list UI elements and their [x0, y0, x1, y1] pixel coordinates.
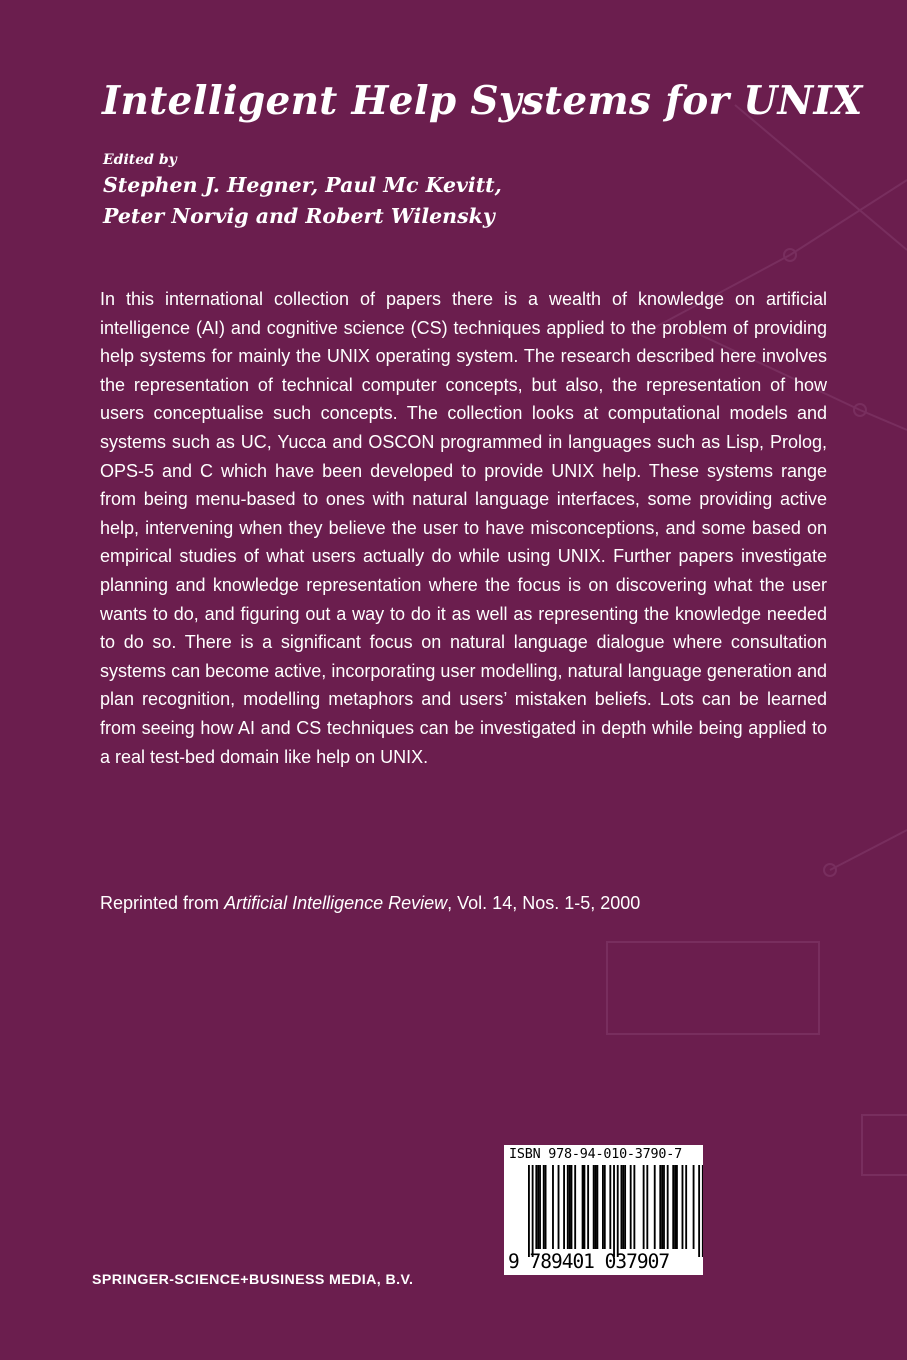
- barcode-bar: [643, 1165, 645, 1249]
- barcode-bar: [596, 1165, 598, 1249]
- barcode-bar: [609, 1165, 611, 1249]
- barcode-bar: [667, 1165, 669, 1249]
- isbn-barcode: [504, 1145, 703, 1275]
- barcode-bar: [558, 1165, 560, 1249]
- barcode-bar: [622, 1165, 624, 1249]
- barcode-bar: [567, 1165, 569, 1249]
- barcode-bar: [528, 1165, 530, 1257]
- barcode-bar: [552, 1165, 554, 1249]
- barcode-bar: [633, 1165, 635, 1249]
- barcode-bar: [621, 1165, 623, 1249]
- editors-list: [103, 170, 502, 232]
- reprint-prefix: Reprinted from: [100, 893, 225, 913]
- barcode-bar: [569, 1165, 571, 1249]
- barcode-bar: [582, 1165, 584, 1249]
- barcode-bar: [545, 1165, 547, 1249]
- barcode-bar: [532, 1165, 534, 1257]
- barcode-bar: [543, 1165, 545, 1249]
- editors-line-2: Peter Norvig and Robert Wilensky: [103, 204, 495, 228]
- editors-line-1: Stephen J. Hegner, Paul Mc Kevitt,: [103, 173, 502, 197]
- barcode-bar: [659, 1165, 661, 1249]
- edited-by-label: Edited by: [103, 152, 177, 168]
- barcode-digits: 9 789401 037907: [508, 1250, 670, 1273]
- barcode-bar: [624, 1165, 626, 1249]
- barcode-bar: [617, 1165, 619, 1257]
- barcode-bar: [602, 1165, 604, 1249]
- barcode-bar: [661, 1165, 663, 1249]
- barcode-bar: [571, 1165, 573, 1249]
- isbn-label: ISBN 978-94-010-3790-7: [509, 1147, 682, 1162]
- barcode-bar: [654, 1165, 656, 1249]
- barcode-bar: [682, 1165, 684, 1249]
- reprint-suffix: , Vol. 14, Nos. 1-5, 2000: [447, 893, 641, 913]
- barcode-bar: [604, 1165, 606, 1249]
- barcode-bar: [698, 1165, 700, 1257]
- barcode-bar: [595, 1165, 597, 1249]
- barcode-bar: [613, 1165, 615, 1257]
- barcode-bar: [587, 1165, 589, 1249]
- book-title: Intelligent Help Systems for UNIX: [102, 78, 863, 124]
- book-description: In this international collection of papers there is a wealth of knowledge on artificial intelligence (AI) and cognitive science (CS) techniques applied to the problem of providing help systems for mainly the UNIX operating system. The research described here involves the representation of technical computer concepts, but also, the representation of how users conceptualise such concepts. The collection looks at computational models and systems such as UC, Yucca and OSCON programmed in languages such as Lisp, Prolog, OPS-5 and C which have been developed to provide UNIX help. These systems range from being menu-based to ones with natural language interfaces, some providing active help, intervening when they believe the user to have misconceptions, and some based on empirical studies of what users actually do while using UNIX. Further papers investigate planning and knowledge representation where the focus is on discovering what the user wants to do, and figuring out a way to do it as well as representing the knowledge needed to do so. There is a significant focus on natural language dialogue where consultation systems can become active, incorporating user modelling, natural language generation and plan recognition, modelling metaphors and users’ mistaken beliefs. Lots can be learned from seeing how AI and CS techniques can be investigated in depth while being applied to a real test-bed domain like help on UNIX.: [100, 289, 827, 767]
- barcode-bar: [693, 1165, 695, 1249]
- barcode-bar: [630, 1165, 632, 1249]
- barcode-bar: [685, 1165, 687, 1249]
- barcode-bar: [574, 1165, 576, 1249]
- barcode-bar: [563, 1165, 565, 1249]
- reprint-note: [100, 893, 640, 914]
- barcode-bar: [646, 1165, 648, 1249]
- barcode-bar: [593, 1165, 595, 1249]
- barcode-bar: [702, 1165, 703, 1257]
- reprint-journal: Artificial Intelligence Review: [224, 893, 448, 913]
- barcode-bar: [584, 1165, 586, 1249]
- barcode-bar: [676, 1165, 678, 1249]
- publisher-name: SPRINGER-SCIENCE+BUSINESS MEDIA, B.V.: [92, 1272, 414, 1288]
- barcode-bar: [663, 1165, 665, 1249]
- barcode-bar: [539, 1165, 541, 1249]
- barcode-bar: [674, 1165, 676, 1249]
- barcode-bar: [535, 1165, 537, 1249]
- barcode-bar: [537, 1165, 539, 1249]
- barcode-bar: [672, 1165, 674, 1249]
